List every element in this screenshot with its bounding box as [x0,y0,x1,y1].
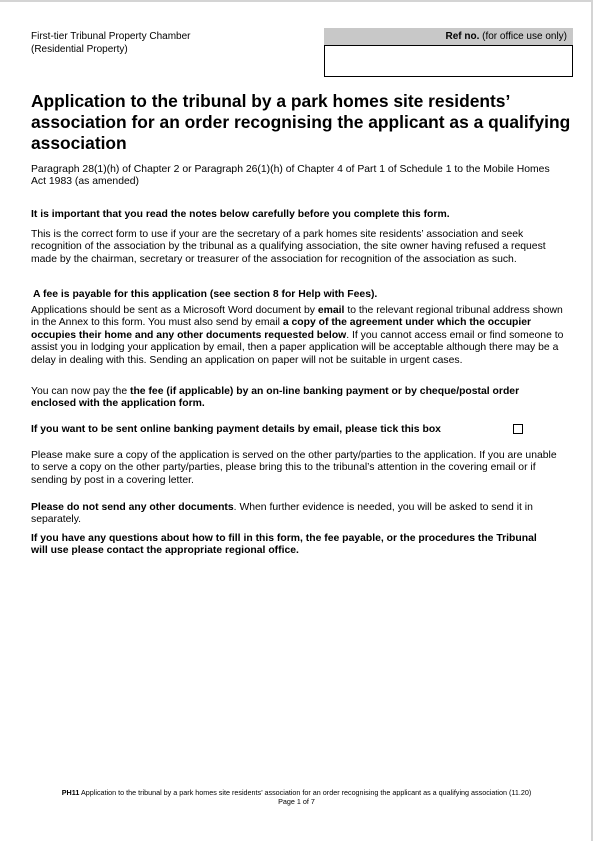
questions-paragraph: If you have any questions about how to fill in this form, the fee payable, or the procedures the Tribunal will use please contact the appropriate regional office. [31,533,537,557]
tribunal-name [31,31,191,56]
reference-header [324,28,573,45]
applications-paragraph [31,305,566,367]
page-footer [0,788,593,806]
applications-text-3: . If you cannot access email or find someone to assist you in lodging your application by email, then a paper application will be acceptable although there may be a delay in dealing with this. Sending an application on paper will not be suitable in urgent cases. [31,329,564,366]
footer-page-number: Page 1 of 7 [278,797,315,806]
intro-paragraph: This is the correct form to use if your are the secretary of a park homes site residents’ association and seek recognition of the association by the tribunal as a qualifying association, the site owner having refused a request made by the chairman, secretary or treasurer of the association for recognition of the association as such. [31,229,546,265]
footer-form-line [0,788,593,797]
applications-bold-2: a copy of the agreement under which the occupier occupies their home and any other documents requested below [31,317,532,341]
reference-label: Ref no. [445,31,480,42]
fee-heading: A fee is payable for this application (see section 8 for Help with Fees). [33,289,378,300]
payment-bold: the fee (if applicable) by an on-line banking payment or by cheque/postal order enclosed with the application form. [31,386,520,410]
online-banking-label: If you want to be sent online banking payment details by email, please tick this box [31,424,441,435]
applications-bold-1: email [317,305,345,316]
reference-note: (for office use only) [482,31,567,42]
serve-copy-paragraph: Please make sure a copy of the application is served on the other party/parties to the application. If you are unable to serve a copy on the other party/parties, please bring this to the tribunal’s attention in the covering email or if sending by post in a covering letter. [31,450,557,486]
reference-box [324,28,573,77]
online-banking-checkbox[interactable] [513,424,523,434]
page-top-border [0,0,593,2]
applications-text-1: Applications should be sent as a Microsoft Word document by [31,305,318,316]
footer-form-code: PH11 [61,788,80,797]
applications-text-2: to the relevant regional tribunal address shown in the Annex to this form. You must also send by email [31,305,563,329]
no-other-documents-paragraph [31,502,566,527]
tribunal-line-2: (Residential Property) [31,43,128,55]
footer-form-title: Application to the tribunal by a park homes site residents’ association for an order recognising the applicant as a qualifying association (11.20) [79,788,532,797]
no-other-documents-bold: Please do not send any other documents [31,502,234,513]
legal-reference: Paragraph 28(1)(h) of Chapter 2 or Paragraph 26(1)(h) of Chapter 4 of Part 1 of Schedule 1 to the Mobile Homes Act 1983 (as amended) [31,164,550,188]
form-title: Application to the tribunal by a park homes site residents’ association for an order recognising the applicant as a qualifying association [31,91,571,153]
payment-text: You can now pay the [31,386,130,397]
no-other-documents-text: . When further evidence is needed, you will be asked to send it in separately. [31,502,533,526]
important-notice: It is important that you read the notes below carefully before you complete this form. [31,209,450,220]
payment-paragraph [31,386,566,411]
tribunal-line-1: First-tier Tribunal Property Chamber [31,31,191,42]
reference-number-field[interactable] [324,45,573,77]
